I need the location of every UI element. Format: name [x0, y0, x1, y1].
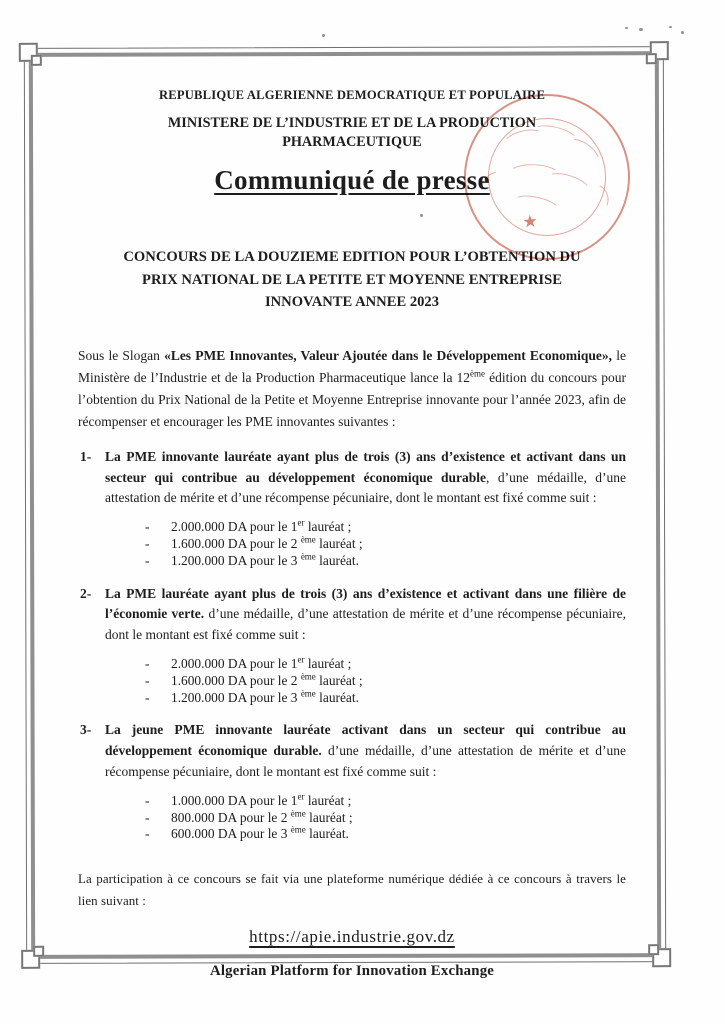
prize-line — [141, 826, 626, 843]
item-rest-text: , d’une médaille, d’une attestation de mérite et d’une récompense pécuniaire, dont le montant est fixé comme suit : — [105, 469, 626, 506]
prize-text: 1.600.000 DA pour le 2 $^{ème}$ lauréat ; — [171, 534, 363, 551]
prize-list — [141, 519, 626, 569]
prize-text: 1.200.000 DA pour le 3 $^{ème}$ lauréat. — [171, 551, 359, 568]
prize-line — [141, 673, 626, 690]
platform-link-row — [78, 927, 626, 947]
list-item-2 — [78, 584, 626, 707]
prize-line — [141, 793, 626, 810]
press-release-title: Communiqué de presse — [214, 165, 490, 195]
ministry-line-2: PHARMACEUTIQUE — [282, 133, 422, 150]
dash-bullet: - — [145, 536, 150, 551]
item-bold-text: La jeune PME innovante lauréate activant dans un secteur qui contribue au développement économique durable. — [105, 722, 626, 759]
dash-bullet: - — [145, 519, 150, 535]
intro-mid: le Ministère de l’Industrie et de la Production Pharmaceutique lance la 12 — [78, 347, 626, 385]
dash-bullet: - — [145, 689, 150, 705]
intro-pre: Sous le Slogan — [78, 347, 165, 363]
platform-link[interactable]: https://apie.industrie.gov.dz — [249, 927, 455, 947]
item-rest-text: d’une médaille, d’une attestation de mérite et d’une récompense pécuniaire, dont le montant est fixé comme suit : — [105, 743, 626, 779]
document-content — [30, 52, 660, 980]
list-item-3 — [78, 720, 626, 843]
prize-line — [141, 656, 626, 673]
scan-noise-dot — [669, 26, 672, 28]
contest-title-line-1: CONCOURS DE LA DOUZIEME EDITION POUR L’OBTENTION DU — [123, 249, 581, 265]
item-number: 2- — [80, 585, 92, 601]
republic-heading: REPUBLIQUE ALGERIENNE DEMOCRATIQUE ET POPULAIRE — [158, 88, 546, 102]
scan-noise-dot — [625, 27, 628, 29]
prize-text: 1.000.000 DA pour le 1er lauréat ; — [171, 791, 352, 808]
prize-line — [141, 519, 626, 536]
list-item-1 — [78, 447, 626, 570]
ministry-heading — [78, 114, 626, 151]
item-number: 3- — [80, 722, 92, 738]
item-number: 1- — [80, 448, 92, 464]
dash-bullet: - — [145, 655, 150, 671]
participation-paragraph: La participation à ce concours se fait via une plateforme numérique dédiée à ce concours à travers le lien suivant : — [78, 872, 626, 909]
prize-text: 800.000 DA pour le 2 $^{ème}$ lauréat ; — [171, 808, 353, 825]
contest-title — [78, 246, 626, 314]
scan-noise-dot — [639, 28, 643, 31]
prize-text: 1.200.000 DA pour le 3 $^{ème}$ lauréat. — [171, 688, 359, 705]
platform-name: Algerian Platform for Innovation Exchange — [209, 963, 495, 980]
intro-slogan: «Les PME Innovantes, Valeur Ajoutée dans le Développement Economique», — [164, 347, 613, 363]
dash-bullet: - — [145, 826, 150, 842]
intro-paragraph — [78, 345, 626, 434]
scan-noise-dot — [681, 31, 684, 34]
prize-text: 1.600.000 DA pour le 2 $^{ème}$ lauréat ; — [171, 671, 363, 688]
intro-post: édition du concours pour l’obtention du Prix National de la Petite et Moyenne Entreprise innovante pour l’année 2023, afin de récompenser et encourager les PME innovantes suivantes : — [78, 369, 626, 430]
ministry-line-1: MINISTERE DE L’INDUSTRIE ET DE LA PRODUCTION — [167, 115, 537, 131]
prize-list — [141, 656, 626, 706]
prize-line — [141, 810, 626, 827]
dash-bullet: - — [145, 792, 150, 808]
intro-ordinal-suffix: ème — [470, 368, 486, 379]
dash-bullet: - — [145, 552, 150, 568]
prize-text: 2.000.000 DA pour le 1er lauréat ; — [171, 517, 352, 535]
dash-bullet: - — [145, 672, 150, 688]
prize-text: 600.000 DA pour le 3 $^{ème}$ lauréat. — [171, 824, 349, 842]
prize-line — [141, 690, 626, 707]
item-bold-text: La PME innovante lauréate ayant plus de trois (3) ans d’existence et activant dans un secteur qui contribue au développement économique durable — [105, 448, 626, 485]
contest-title-line-3: INNOVANTE ANNEE 2023 — [264, 294, 440, 310]
prize-list — [141, 793, 626, 843]
prize-text: 2.000.000 DA pour le 1er lauréat ; — [171, 654, 352, 671]
star-icon: ★ — [521, 211, 539, 233]
prize-line — [141, 536, 626, 553]
prize-line — [141, 553, 626, 570]
item-bold-text: La PME lauréate ayant plus de trois (3) ans d’existence et activant dans une filière de l’économie verte. — [105, 585, 626, 622]
dash-bullet: - — [145, 809, 150, 825]
item-rest-text: d’une médaille, d’une attestation de mérite et d’une récompense pécuniaire, dont le montant est fixé comme suit : — [105, 606, 626, 643]
contest-title-line-2: PRIX NATIONAL DE LA PETITE ET MOYENNE ENTREPRISE — [142, 271, 562, 288]
scan-noise-dot — [322, 34, 325, 37]
